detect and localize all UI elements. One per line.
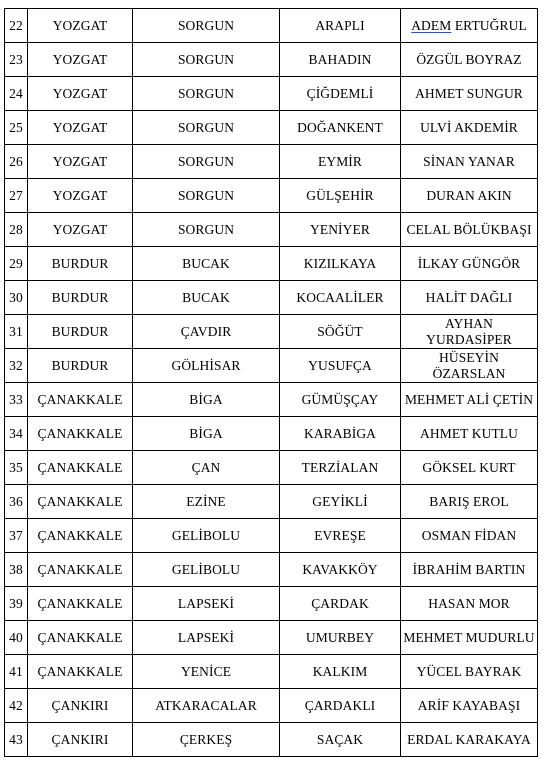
person-name-cell: ARİF KAYABAŞI [401,689,538,723]
village-cell: ÇARDAK [280,587,401,621]
table-row [5,417,538,451]
province-cell: ÇANAKKALE [28,417,133,451]
table-row [5,213,538,247]
person-name-cell: YÜCEL BAYRAK [401,655,538,689]
table-row [5,451,538,485]
province-cell: ÇANAKKALE [28,621,133,655]
province-cell: BURDUR [28,315,133,349]
province-cell: BURDUR [28,281,133,315]
row-number: 22 [5,9,28,43]
village-cell: SÖĞÜT [280,315,401,349]
person-name-cell: ULVİ AKDEMİR [401,111,538,145]
village-cell: ÇARDAKLI [280,689,401,723]
row-number: 27 [5,179,28,213]
province-cell: YOZGAT [28,179,133,213]
district-cell: SORGUN [133,77,280,111]
table-row [5,9,538,43]
row-number: 32 [5,349,28,383]
village-cell: EYMİR [280,145,401,179]
village-cell: ARAPLI [280,9,401,43]
table-row [5,179,538,213]
person-name-cell: OSMAN FİDAN [401,519,538,553]
village-cell: YENİYER [280,213,401,247]
province-cell: YOZGAT [28,9,133,43]
person-name-line-1: HÜSEYİN [439,349,499,365]
district-cell: LAPSEKİ [133,621,280,655]
person-name-cell: HASAN MOR [401,587,538,621]
table-row [5,485,538,519]
village-cell: EVREŞE [280,519,401,553]
table-row [5,383,538,417]
person-name-line-2: YURDASİPER [426,331,512,347]
province-cell: BURDUR [28,349,133,383]
table-row [5,43,538,77]
person-name-cell: ERDAL KARAKAYA [401,723,538,757]
district-cell: ATKARACALAR [133,689,280,723]
person-name-cell: HALİT DAĞLI [401,281,538,315]
table-row [5,587,538,621]
person-name-cell: ÖZGÜL BOYRAZ [401,43,538,77]
village-cell: KARABİGA [280,417,401,451]
district-cell: SORGUN [133,179,280,213]
district-cell: GELİBOLU [133,553,280,587]
row-number: 35 [5,451,28,485]
district-cell: LAPSEKİ [133,587,280,621]
province-cell: ÇANKIRI [28,689,133,723]
person-name-cell: AHMET KUTLU [401,417,538,451]
province-cell: YOZGAT [28,145,133,179]
row-number: 28 [5,213,28,247]
row-number: 37 [5,519,28,553]
district-cell: ÇAVDIR [133,315,280,349]
person-name-cell [401,349,538,383]
province-cell: ÇANAKKALE [28,655,133,689]
district-cell: SORGUN [133,213,280,247]
district-cell: BUCAK [133,247,280,281]
village-cell: BAHADIN [280,43,401,77]
row-number: 40 [5,621,28,655]
table-row [5,723,538,757]
table-row [5,553,538,587]
person-name-line-1: AYHAN [444,315,493,331]
province-cell: ÇANKIRI [28,723,133,757]
district-cell: ÇERKEŞ [133,723,280,757]
row-number: 29 [5,247,28,281]
village-cell: KALKIM [280,655,401,689]
district-cell: SORGUN [133,145,280,179]
village-cell: DOĞANKENT [280,111,401,145]
district-cell: GELİBOLU [133,519,280,553]
village-cell: TERZİALAN [280,451,401,485]
roster-table-body [5,9,538,757]
province-cell: YOZGAT [28,111,133,145]
village-cell: KAVAKKÖY [280,553,401,587]
person-name-cell: CELAL BÖLÜKBAŞI [401,213,538,247]
village-cell: GÜLŞEHİR [280,179,401,213]
table-row [5,621,538,655]
row-number: 24 [5,77,28,111]
province-cell: YOZGAT [28,77,133,111]
person-name-cell: GÖKSEL KURT [401,451,538,485]
village-cell: ÇİĞDEMLİ [280,77,401,111]
village-cell: YUSUFÇA [280,349,401,383]
district-cell: SORGUN [133,111,280,145]
person-name-cell [401,9,538,43]
district-cell: BİGA [133,417,280,451]
person-name-cell: İLKAY GÜNGÖR [401,247,538,281]
district-cell: EZİNE [133,485,280,519]
village-cell: SAÇAK [280,723,401,757]
table-row [5,655,538,689]
district-cell: ÇAN [133,451,280,485]
row-number: 36 [5,485,28,519]
row-number: 38 [5,553,28,587]
table-row [5,689,538,723]
row-number: 33 [5,383,28,417]
table-row [5,349,538,383]
village-cell: UMURBEY [280,621,401,655]
row-number: 25 [5,111,28,145]
village-cell: KIZILKAYA [280,247,401,281]
province-cell: ÇANAKKALE [28,451,133,485]
row-number: 39 [5,587,28,621]
district-cell: BİGA [133,383,280,417]
table-row [5,247,538,281]
district-cell: BUCAK [133,281,280,315]
row-number: 43 [5,723,28,757]
roster-table [4,8,538,757]
person-name-cell: MEHMET MUDURLU [401,621,538,655]
district-cell: GÖLHİSAR [133,349,280,383]
person-name-line-2: ÖZARSLAN [432,365,506,381]
person-name-cell: SİNAN YANAR [401,145,538,179]
district-cell: SORGUN [133,9,280,43]
province-cell: ÇANAKKALE [28,587,133,621]
table-row [5,519,538,553]
row-number: 42 [5,689,28,723]
village-cell: KOCAALİLER [280,281,401,315]
row-number: 41 [5,655,28,689]
province-cell: YOZGAT [28,43,133,77]
person-name-cell: DURAN AKIN [401,179,538,213]
table-row [5,145,538,179]
village-cell: GEYİKLİ [280,485,401,519]
district-cell: SORGUN [133,43,280,77]
province-cell: BURDUR [28,247,133,281]
row-number: 34 [5,417,28,451]
person-name-cell: AHMET SUNGUR [401,77,538,111]
province-cell: ÇANAKKALE [28,519,133,553]
person-name-cell: İBRAHİM BARTIN [401,553,538,587]
person-name-cell [401,315,538,349]
province-cell: ÇANAKKALE [28,553,133,587]
person-name-second-part: ERTUĞRUL [451,17,527,33]
table-row [5,315,538,349]
row-number: 23 [5,43,28,77]
person-name-cell: BARIŞ EROL [401,485,538,519]
row-number: 30 [5,281,28,315]
province-cell: YOZGAT [28,213,133,247]
row-number: 31 [5,315,28,349]
person-name-cell: MEHMET ALİ ÇETİN [401,383,538,417]
province-cell: ÇANAKKALE [28,485,133,519]
village-cell: GÜMÜŞÇAY [280,383,401,417]
table-row [5,281,538,315]
district-cell: YENİCE [133,655,280,689]
person-name-first-part: ADEM [411,17,452,33]
table-row [5,77,538,111]
province-cell: ÇANAKKALE [28,383,133,417]
row-number: 26 [5,145,28,179]
table-row [5,111,538,145]
